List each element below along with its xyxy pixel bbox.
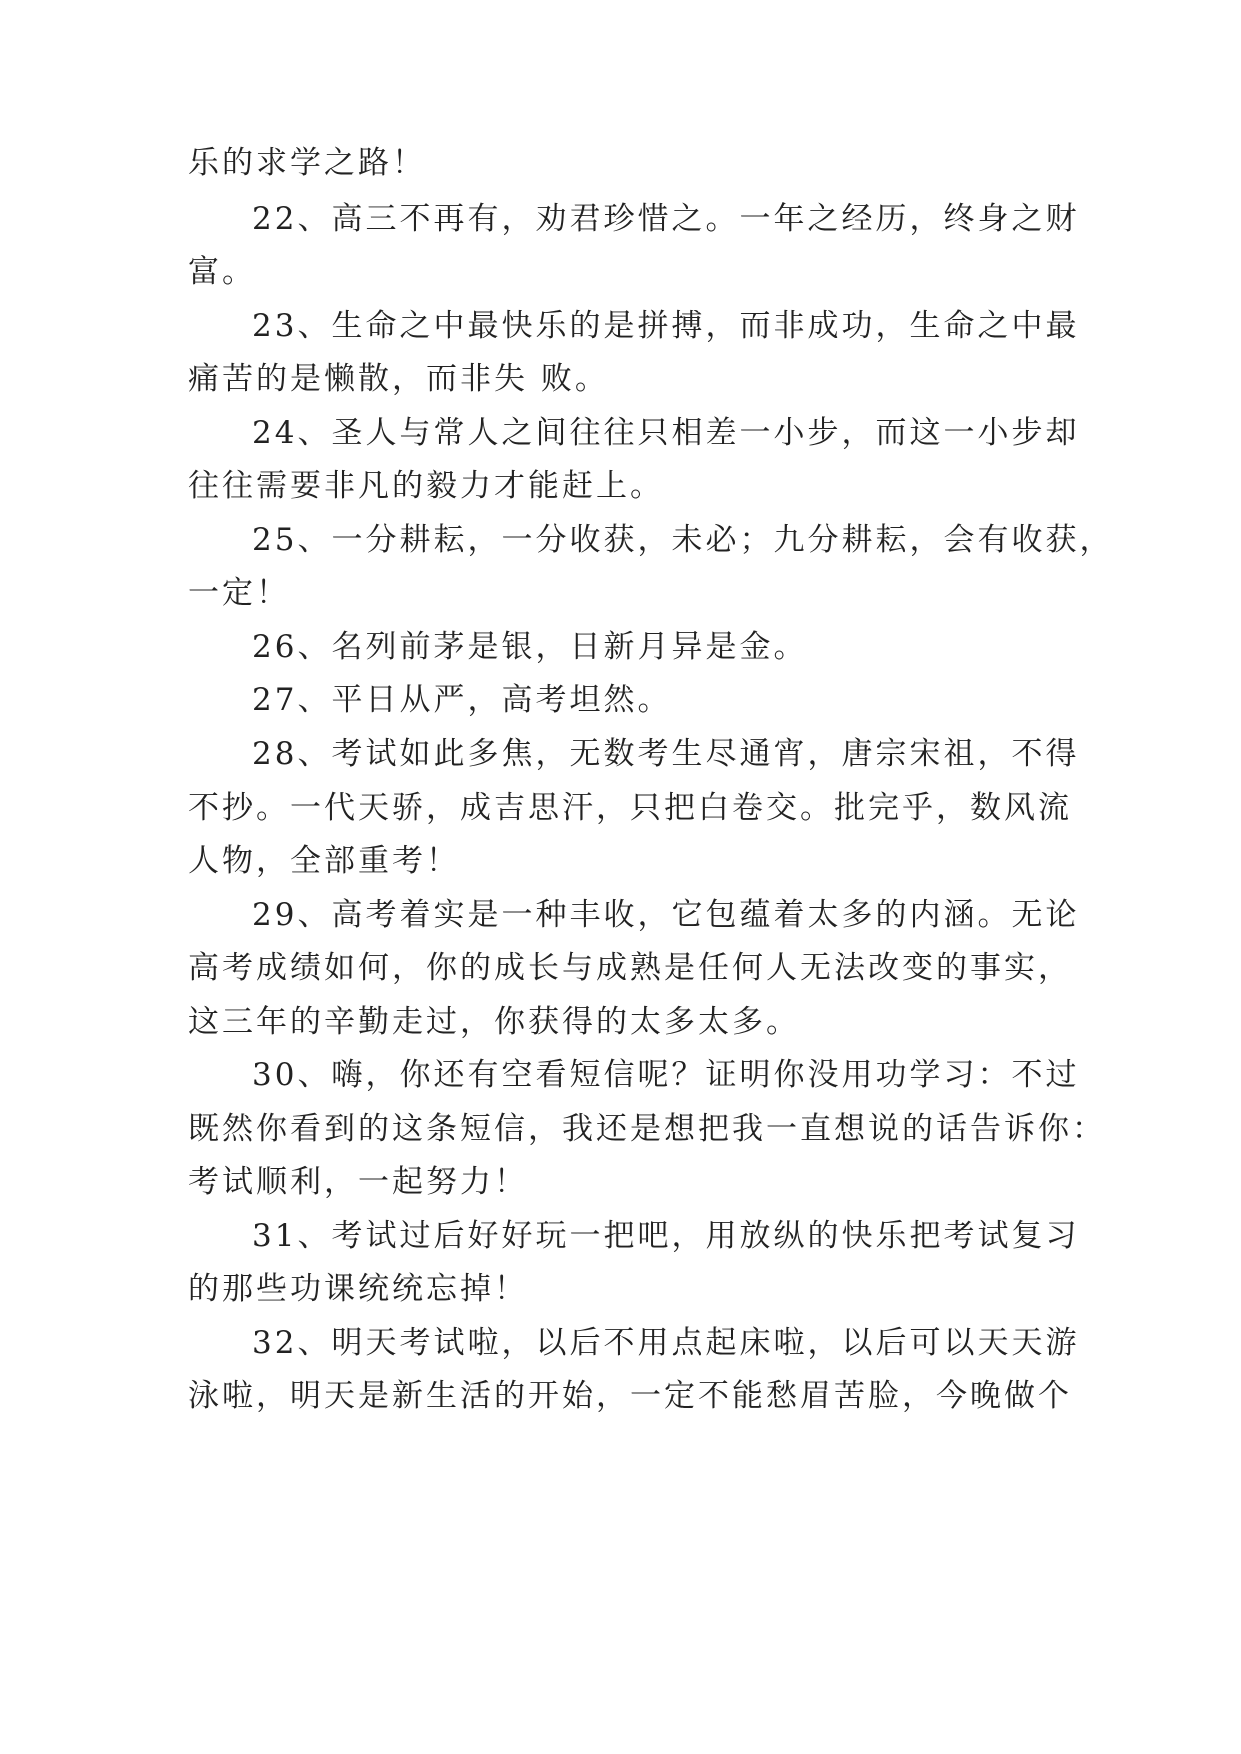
text-line: 高考成绩如何，你的成长与成熟是任何人无法改变的事实， [188,950,1072,986]
text-line: 26、名列前茅是银，日新月异是金。 [252,629,808,665]
text-line: 22、高三不再有，劝君珍惜之。一年之经历，终身之财 [252,201,1080,237]
text-line: 往往需要非凡的毅力才能赶上。 [188,468,664,504]
text-line: 乐的求学之路！ [188,145,426,181]
text-line: 31、考试过后好好玩一把吧，用放纵的快乐把考试复习 [252,1218,1080,1254]
text-line: 泳啦，明天是新生活的开始，一定不能愁眉苦脸，今晚做个 [188,1378,1072,1414]
text-line: 27、平日从严，高考坦然。 [252,682,672,718]
text-line: 32、明天考试啦，以后不用点起床啦，以后可以天天游 [252,1325,1080,1361]
text-line: 考试顺利，一起努力！ [188,1164,528,1200]
text-line: 这三年的辛勤走过，你获得的太多太多。 [188,1004,800,1040]
text-line: 富。 [188,254,256,290]
text-line: 一定！ [188,575,290,611]
text-line: 30、嗨，你还有空看短信呢？证明你没用功学习：不过 [252,1057,1080,1093]
text-line: 24、圣人与常人之间往往只相差一小步，而这一小步却 [252,415,1080,451]
text-line: 29、高考着实是一种丰收，它包蕴着太多的内涵。无论 [252,897,1080,933]
text-line: 人物，全部重考！ [188,843,460,879]
text-line: 23、生命之中最快乐的是拼搏，而非成功，生命之中最 [252,308,1080,344]
text-line: 不抄。一代天骄，成吉思汗，只把白卷交。批完乎，数风流 [188,790,1072,826]
text-line: 28、考试如此多焦，无数考生尽通宵，唐宗宋祖，不得 [252,736,1080,772]
text-line: 25、一分耕耘，一分收获，未必；九分耕耘，会有收获， [252,522,1114,558]
text-line: 既然你看到的这条短信，我还是想把我一直想说的话告诉你： [188,1111,1106,1147]
text-line: 痛苦的是懒散，而非失 败。 [188,361,609,397]
text-line: 的那些功课统统忘掉！ [188,1271,528,1307]
